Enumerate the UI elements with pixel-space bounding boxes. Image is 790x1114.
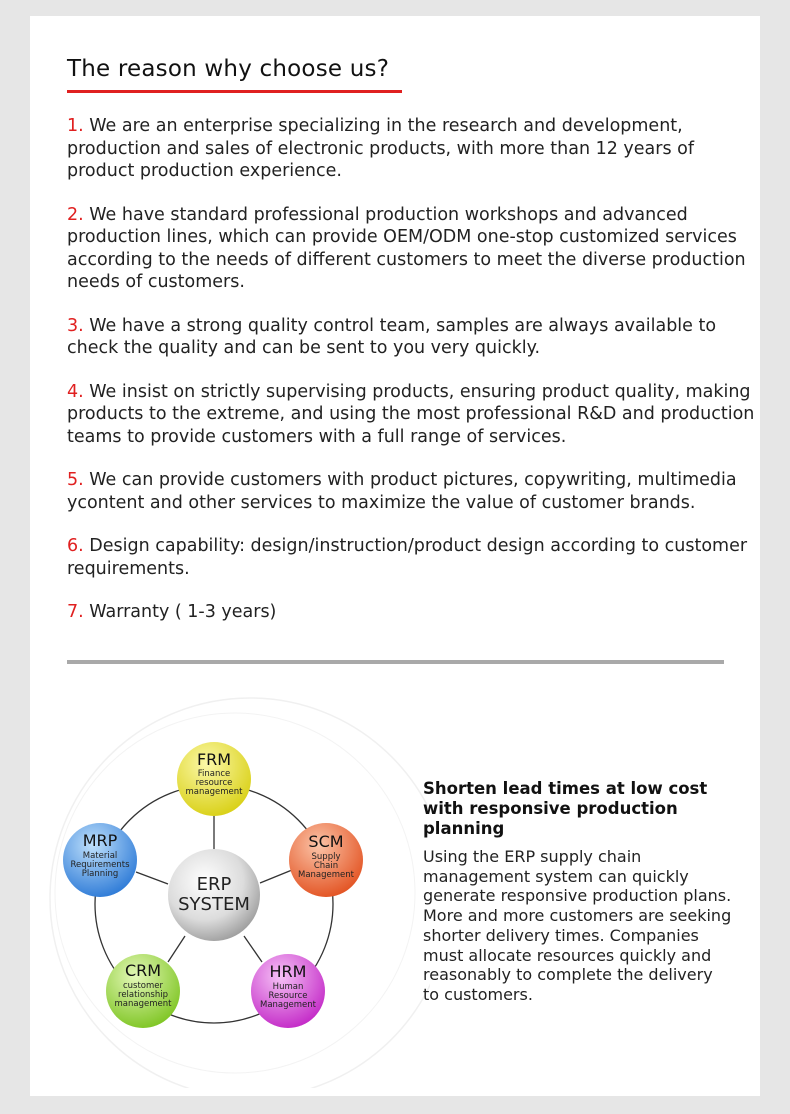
mrp-abbr: MRP — [82, 831, 118, 850]
reasons-list — [67, 115, 757, 645]
reason-number: 7. — [67, 602, 84, 622]
hrm-abbr: HRM — [269, 962, 307, 981]
spoke-line — [136, 872, 168, 884]
crm-line2: relationship — [118, 990, 168, 1000]
frm-abbr: FRM — [196, 750, 232, 769]
reason-number: 1. — [67, 116, 84, 136]
spoke-line — [244, 936, 262, 962]
erp-center-line2: SYSTEM — [178, 894, 250, 915]
erp-center-line1: ERP — [196, 874, 232, 895]
frm-line3: management — [185, 787, 243, 797]
reason-number: 6. — [67, 536, 84, 556]
reason-text: We have standard professional production workshops and advanced production lines, which can provide OEM/ODM one-stop customized services according to the needs of different customers to meet the diverse production needs of customers. — [67, 204, 746, 292]
reason-text: We are an enterprise specializing in the research and development, production and sales of electronic products, with more than 12 years of product production experience. — [67, 116, 695, 181]
crm-abbr: CRM — [124, 961, 162, 980]
reason-number: 3. — [67, 315, 84, 336]
reason-text: We have a strong quality control team, samples are always available to check the quality and can be sent to you very quickly. — [67, 315, 717, 358]
erp-center-node — [168, 849, 260, 941]
spoke-line — [260, 870, 292, 883]
erp-diagram — [30, 648, 430, 1088]
reason-number: 5. — [67, 470, 84, 490]
reason-item — [67, 204, 757, 294]
reason-text: Design capability: design/instruction/product design according to customer requirements. — [67, 536, 748, 579]
hrm-line1: Human — [272, 982, 304, 992]
reason-text: We can provide customers with product pictures, copywriting, multimedia ycontent and other services to maximize the value of customer brands. — [67, 470, 737, 513]
scm-node — [289, 823, 363, 897]
crm-line3: management — [114, 999, 172, 1009]
mrp-line1: Material — [82, 851, 118, 861]
side-heading: Shorten lead times at low cost with responsive production planning — [423, 779, 708, 838]
mrp-line2: Requirements — [70, 860, 130, 870]
side-description — [423, 779, 733, 1005]
scm-line1: Supply — [311, 852, 341, 862]
reason-number: 2. — [67, 204, 84, 225]
reason-item — [67, 469, 757, 514]
side-body: Using the ERP supply chain management system can quickly generate responsive production plans. More and more customers are seeking shorter delivery times. Companies must allocate resources quickly and reasonably to complete the delivery to customers. — [423, 847, 732, 1004]
scm-line3: Management — [298, 870, 354, 880]
reason-item — [67, 315, 757, 360]
crm-node — [106, 954, 180, 1028]
hrm-line3: Management — [260, 1000, 316, 1010]
frm-node — [177, 742, 251, 816]
hrm-line2: Resource — [268, 991, 308, 1001]
frm-line1: Finance — [197, 769, 231, 779]
reason-item — [67, 535, 757, 580]
page-title: The reason why choose us? — [67, 56, 390, 82]
content-card — [30, 16, 760, 1096]
title-underline — [67, 90, 402, 93]
scm-line2: Chain — [313, 861, 339, 871]
mrp-line3: Planning — [81, 869, 119, 879]
mrp-node — [63, 823, 137, 897]
reason-text: We insist on strictly supervising products, ensuring product quality, making products to the extreme, and using the most professional R&D and production teams to provide customers with a full range of services. — [67, 381, 755, 447]
reason-number: 4. — [67, 381, 84, 402]
reason-item — [67, 601, 757, 624]
reason-text: Warranty ( 1-3 years) — [89, 602, 277, 622]
reason-item — [67, 381, 757, 449]
hrm-node — [251, 954, 325, 1028]
reason-item — [67, 115, 757, 183]
spoke-line — [168, 936, 185, 962]
frm-line2: resource — [195, 778, 233, 788]
crm-line1: customer — [122, 981, 164, 991]
scm-abbr: SCM — [308, 832, 344, 851]
